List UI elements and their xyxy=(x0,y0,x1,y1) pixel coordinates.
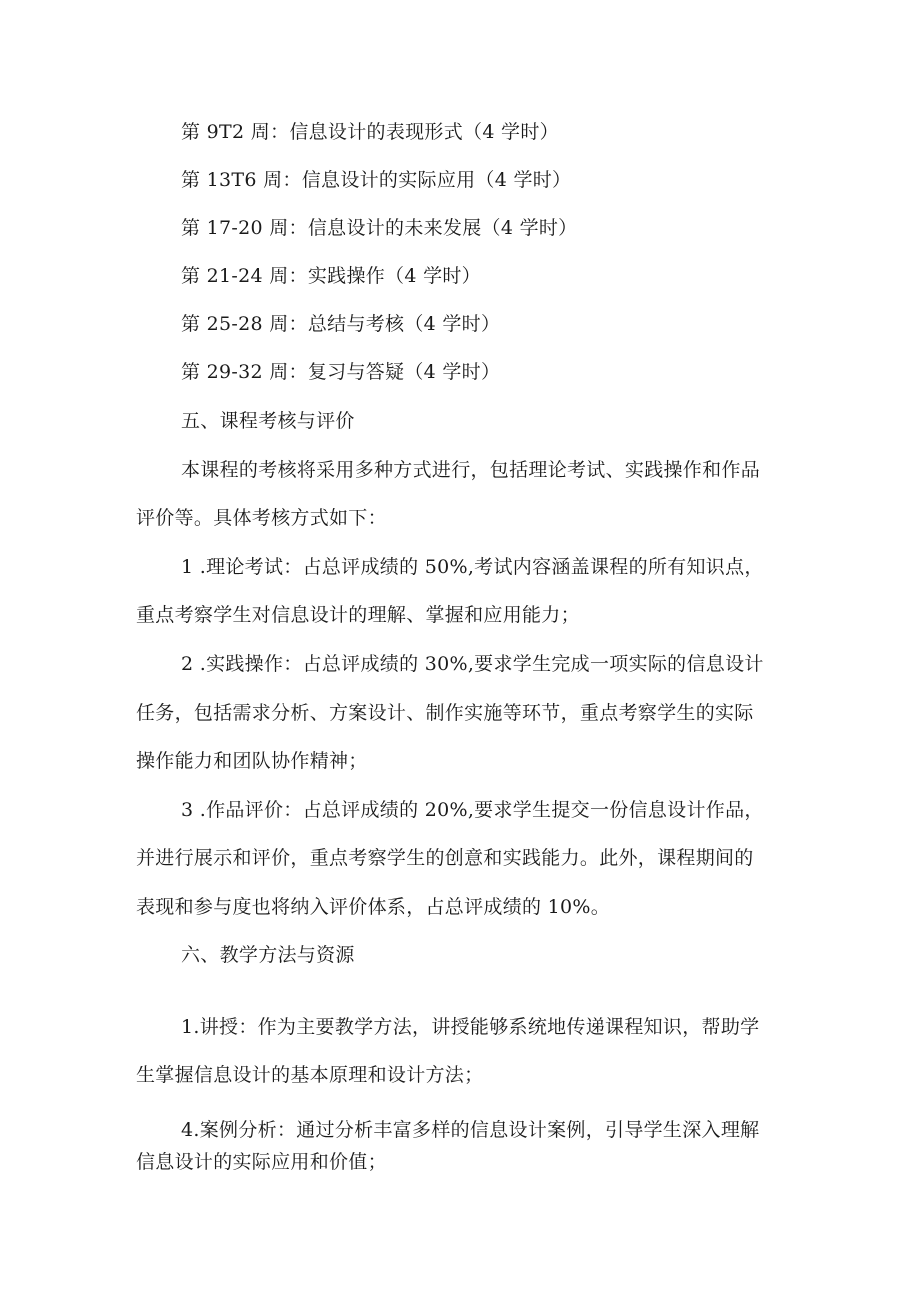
section-heading-methods: 六、教学方法与资源 xyxy=(181,944,355,966)
method-case-line-2: 信息设计的实际应用和价值； xyxy=(136,1151,387,1173)
assessment-intro-line-1: 本课程的考核将采用多种方式进行，包括理论考试、实践操作和作品 xyxy=(181,459,761,481)
section-heading-assessment: 五、课程考核与评价 xyxy=(181,410,355,432)
schedule-item-weeks-29-32: 第 29-32 周：复习与答疑（4 学时） xyxy=(181,361,501,383)
assessment-practice-line-1: 2 .实践操作：占总评成绩的 30%,要求学生完成一项实际的信息设计 xyxy=(181,653,764,675)
schedule-item-weeks-21-24: 第 21-24 周：实践操作（4 学时） xyxy=(181,265,481,287)
method-case-line-1: 4.案例分析：通过分析丰富多样的信息设计案例，引导学生深入理解 xyxy=(181,1119,760,1141)
schedule-item-weeks-9-12: 第 9T2 周：信息设计的表现形式（4 学时） xyxy=(181,121,559,143)
schedule-item-weeks-13-16: 第 13T6 周：信息设计的实际应用（4 学时） xyxy=(181,169,572,191)
assessment-intro-line-2: 评价等。具体考核方式如下： xyxy=(136,507,387,529)
assessment-work-line-2: 并进行展示和评价，重点考察学生的创意和实践能力。此外，课程期间的 xyxy=(136,847,754,869)
assessment-theory-line-1: 1 .理论考试：占总评成绩的 50%,考试内容涵盖课程的所有知识点， xyxy=(181,556,764,578)
assessment-theory-line-2: 重点考察学生对信息设计的理解、掌握和应用能力； xyxy=(136,604,580,626)
schedule-item-weeks-17-20: 第 17-20 周：信息设计的未来发展（4 学时） xyxy=(181,217,578,239)
assessment-work-line-3: 表现和参与度也将纳入评价体系，占总评成绩的 10%。 xyxy=(136,896,611,918)
assessment-work-line-1: 3 .作品评价：占总评成绩的 20%,要求学生提交一份信息设计作品， xyxy=(181,799,764,821)
assessment-practice-line-2: 任务，包括需求分析、方案设计、制作实施等环节，重点考察学生的实际 xyxy=(136,702,754,724)
method-lecture-line-2: 生掌握信息设计的基本原理和设计方法； xyxy=(136,1064,484,1086)
method-lecture-line-1: 1.讲授：作为主要教学方法，讲授能够系统地传递课程知识，帮助学 xyxy=(181,1016,760,1038)
assessment-practice-line-3: 操作能力和团队协作精神； xyxy=(136,750,368,772)
schedule-item-weeks-25-28: 第 25-28 周：总结与考核（4 学时） xyxy=(181,313,501,335)
